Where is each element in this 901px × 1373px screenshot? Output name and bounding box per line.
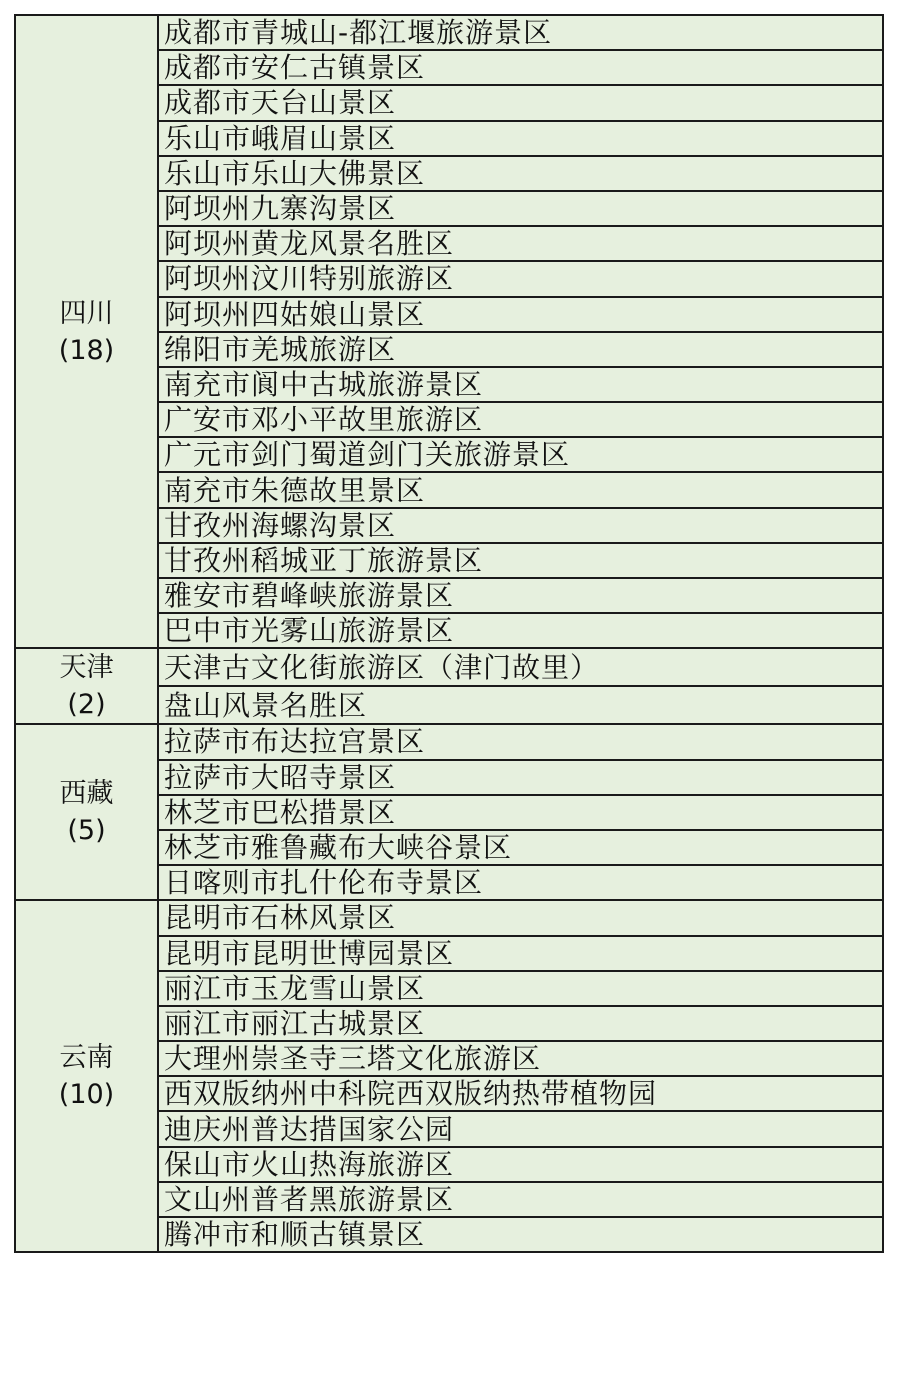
province-cell bbox=[15, 724, 158, 900]
scenic-spot-name: 昆明市石林风景区 bbox=[158, 900, 883, 935]
scenic-spots-table bbox=[14, 14, 884, 1253]
scenic-spot-name: 南充市阆中古城旅游景区 bbox=[158, 367, 883, 402]
scenic-spot-name: 巴中市光雾山旅游景区 bbox=[158, 613, 883, 648]
scenic-spot-name: 林芝市巴松措景区 bbox=[158, 795, 883, 830]
table-body bbox=[15, 15, 883, 1252]
scenic-spot-name: 丽江市丽江古城景区 bbox=[158, 1006, 883, 1041]
scenic-spot-name: 广安市邓小平故里旅游区 bbox=[158, 402, 883, 437]
scenic-spot-name: 拉萨市布达拉宫景区 bbox=[158, 724, 883, 759]
scenic-spot-name: 天津古文化街旅游区（津门故里） bbox=[158, 648, 883, 686]
scenic-spot-name: 阿坝州九寨沟景区 bbox=[158, 191, 883, 226]
scenic-spot-name: 成都市安仁古镇景区 bbox=[158, 50, 883, 85]
scenic-spot-name: 大理州崇圣寺三塔文化旅游区 bbox=[158, 1041, 883, 1076]
scenic-spot-name: 丽江市玉龙雪山景区 bbox=[158, 971, 883, 1006]
scenic-spot-name: 甘孜州稻城亚丁旅游景区 bbox=[158, 543, 883, 578]
scenic-spot-name: 保山市火山热海旅游区 bbox=[158, 1147, 883, 1182]
table-row bbox=[15, 648, 883, 686]
province-cell bbox=[15, 900, 158, 1252]
province-count: (5) bbox=[67, 815, 106, 847]
scenic-spot-name: 林芝市雅鲁藏布大峡谷景区 bbox=[158, 830, 883, 865]
province-name: 天津 bbox=[59, 652, 114, 684]
province-name: 四川 bbox=[59, 297, 114, 329]
table-row bbox=[15, 900, 883, 935]
scenic-spot-name: 广元市剑门蜀道剑门关旅游景区 bbox=[158, 437, 883, 472]
province-count: (10) bbox=[58, 1079, 115, 1111]
scenic-spot-name: 成都市天台山景区 bbox=[158, 85, 883, 120]
scenic-spot-name: 日喀则市扎什伦布寺景区 bbox=[158, 865, 883, 900]
province-count: (2) bbox=[67, 689, 106, 721]
scenic-spot-name: 甘孜州海螺沟景区 bbox=[158, 508, 883, 543]
scenic-spot-name: 阿坝州汶川特别旅游区 bbox=[158, 261, 883, 296]
scenic-spot-name: 南充市朱德故里景区 bbox=[158, 472, 883, 507]
scenic-spot-name: 迪庆州普达措国家公园 bbox=[158, 1111, 883, 1146]
province-count: (18) bbox=[58, 334, 115, 366]
scenic-spot-name: 文山州普者黑旅游景区 bbox=[158, 1182, 883, 1217]
scenic-spot-name: 绵阳市羌城旅游区 bbox=[158, 332, 883, 367]
scenic-spot-name: 盘山风景名胜区 bbox=[158, 686, 883, 724]
table-row bbox=[15, 724, 883, 759]
scenic-spot-name: 昆明市昆明世博园景区 bbox=[158, 936, 883, 971]
scenic-spot-name: 雅安市碧峰峡旅游景区 bbox=[158, 578, 883, 613]
scenic-spot-name: 乐山市峨眉山景区 bbox=[158, 121, 883, 156]
province-name: 西藏 bbox=[59, 778, 114, 810]
scenic-spot-name: 拉萨市大昭寺景区 bbox=[158, 760, 883, 795]
scenic-spot-name: 乐山市乐山大佛景区 bbox=[158, 156, 883, 191]
table-row bbox=[15, 15, 883, 50]
scenic-spot-name: 阿坝州黄龙风景名胜区 bbox=[158, 226, 883, 261]
scenic-spot-name: 腾冲市和顺古镇景区 bbox=[158, 1217, 883, 1252]
province-cell bbox=[15, 648, 158, 724]
scenic-spot-name: 西双版纳州中科院西双版纳热带植物园 bbox=[158, 1076, 883, 1111]
scenic-spot-name: 阿坝州四姑娘山景区 bbox=[158, 297, 883, 332]
province-cell bbox=[15, 15, 158, 648]
province-name: 云南 bbox=[59, 1042, 114, 1074]
scenic-spot-name: 成都市青城山-都江堰旅游景区 bbox=[158, 15, 883, 50]
